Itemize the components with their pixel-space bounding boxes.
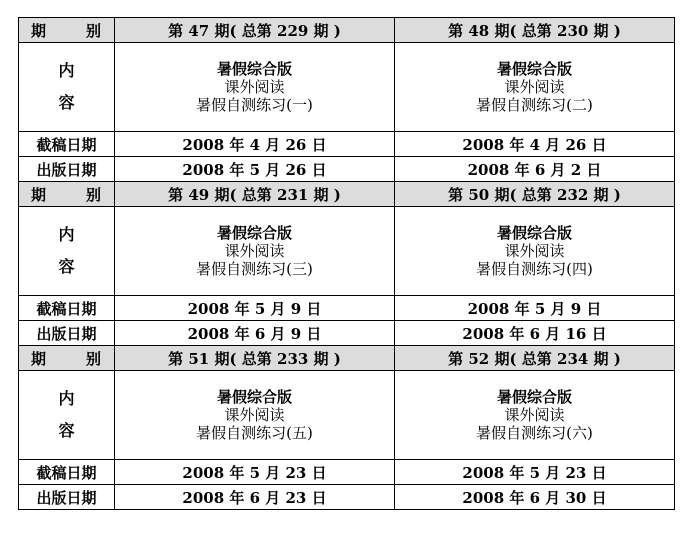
content-line-2: 课外阅读 [224, 406, 285, 424]
deadline-value: 2008 年 5 月 9 日 [115, 296, 395, 321]
deadline-value: 2008 年 4 月 26 日 [395, 132, 675, 157]
deadline-value: 2008 年 5 月 23 日 [395, 460, 675, 485]
deadline-value: 2008 年 4 月 26 日 [115, 132, 395, 157]
publish-label: 出版日期 [19, 321, 115, 346]
deadline-value: 2008 年 5 月 23 日 [115, 460, 395, 485]
deadline-value: 2008 年 5 月 9 日 [395, 296, 675, 321]
issue-header: 第 51 期( 总第 233 期 ) [115, 346, 395, 371]
content-line-2: 课外阅读 [224, 78, 285, 96]
content-line-2: 课外阅读 [224, 242, 285, 260]
content-label-b: 容 [58, 257, 75, 276]
issue-content [395, 43, 675, 132]
content-label [19, 371, 115, 460]
period-label-a: 期 [31, 185, 48, 204]
content-line-2: 课外阅读 [504, 242, 565, 260]
period-label [19, 346, 115, 371]
content-line-3: 暑假自测练习(一) [196, 96, 313, 114]
period-label-b: 别 [85, 349, 102, 368]
content-label-b: 容 [58, 421, 75, 440]
deadline-row [19, 132, 675, 157]
content-line-2: 课外阅读 [504, 78, 565, 96]
publish-label: 出版日期 [19, 485, 115, 510]
publish-row [19, 321, 675, 346]
period-row [19, 346, 675, 371]
issue-content [115, 371, 395, 460]
deadline-row [19, 460, 675, 485]
issue-header: 第 48 期( 总第 230 期 ) [395, 18, 675, 43]
schedule-body [19, 18, 675, 510]
content-line-1: 暑假综合版 [496, 224, 572, 242]
content-line-1: 暑假综合版 [496, 60, 572, 78]
content-row [19, 43, 675, 132]
deadline-label: 截稿日期 [19, 460, 115, 485]
issue-header: 第 52 期( 总第 234 期 ) [395, 346, 675, 371]
content-label-a: 内 [58, 61, 75, 80]
deadline-label: 截稿日期 [19, 296, 115, 321]
content-line-1: 暑假综合版 [496, 388, 572, 406]
period-row [19, 182, 675, 207]
content-row [19, 371, 675, 460]
content-line-1: 暑假综合版 [216, 388, 292, 406]
period-label [19, 182, 115, 207]
period-label-a: 期 [31, 349, 48, 368]
content-line-3: 暑假自测练习(四) [476, 260, 593, 278]
publish-value: 2008 年 6 月 9 日 [115, 321, 395, 346]
content-label-b: 容 [58, 93, 75, 112]
content-line-2: 课外阅读 [504, 406, 565, 424]
publish-value: 2008 年 6 月 16 日 [395, 321, 675, 346]
deadline-row [19, 296, 675, 321]
schedule-sheet [18, 17, 675, 510]
publish-value: 2008 年 6 月 30 日 [395, 485, 675, 510]
publish-label: 出版日期 [19, 157, 115, 182]
issue-content [115, 43, 395, 132]
content-line-3: 暑假自测练习(五) [196, 424, 313, 442]
issue-schedule-table [18, 17, 675, 510]
issue-header: 第 49 期( 总第 231 期 ) [115, 182, 395, 207]
period-row [19, 18, 675, 43]
issue-header: 第 50 期( 总第 232 期 ) [395, 182, 675, 207]
publish-value: 2008 年 5 月 26 日 [115, 157, 395, 182]
publish-row [19, 157, 675, 182]
content-label [19, 43, 115, 132]
period-label-a: 期 [31, 21, 48, 40]
publish-value: 2008 年 6 月 23 日 [115, 485, 395, 510]
issue-content [395, 371, 675, 460]
issue-content [395, 207, 675, 296]
content-label [19, 207, 115, 296]
content-label-a: 内 [58, 389, 75, 408]
publish-row [19, 485, 675, 510]
content-line-3: 暑假自测练习(三) [196, 260, 313, 278]
issue-content [115, 207, 395, 296]
content-line-1: 暑假综合版 [216, 224, 292, 242]
period-label-b: 别 [85, 185, 102, 204]
content-line-3: 暑假自测练习(二) [476, 96, 593, 114]
content-line-1: 暑假综合版 [216, 60, 292, 78]
content-label-a: 内 [58, 225, 75, 244]
period-label-b: 别 [85, 21, 102, 40]
content-row [19, 207, 675, 296]
deadline-label: 截稿日期 [19, 132, 115, 157]
issue-header: 第 47 期( 总第 229 期 ) [115, 18, 395, 43]
publish-value: 2008 年 6 月 2 日 [395, 157, 675, 182]
content-line-3: 暑假自测练习(六) [476, 424, 593, 442]
period-label [19, 18, 115, 43]
